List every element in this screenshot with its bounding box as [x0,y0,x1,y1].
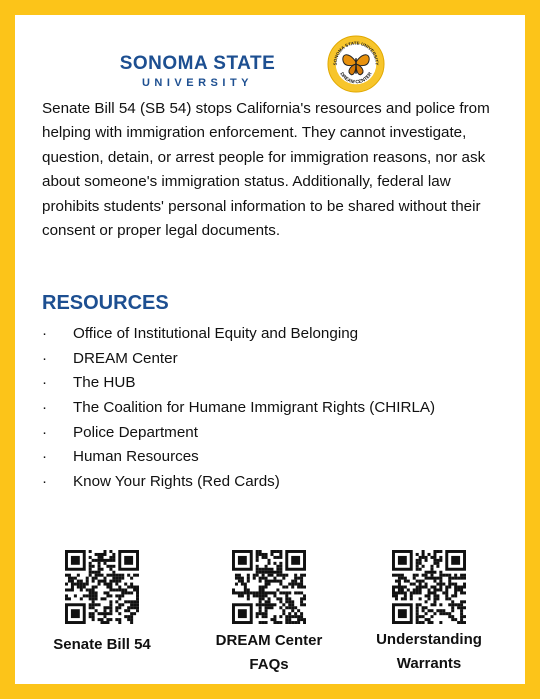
svg-text:SONOMA STATE UNIVERSITY: SONOMA STATE UNIVERSITY [332,40,380,66]
qr-code-senate-bill-54[interactable] [65,550,139,624]
qr-label-line: DREAM Center [215,632,323,649]
resource-label: The HUB [73,374,136,392]
bullet: · [42,374,48,392]
bullet: · [42,325,48,342]
qr-label-understanding-warrants [362,628,496,676]
bullet: · [42,423,48,441]
list-item [42,371,512,396]
list-item [42,421,512,446]
resource-label: The Coalition for Humane Immigrant Rights (CHIRLA) [73,399,436,417]
university-name: SONOMA STATE [119,53,276,74]
bullet: · [42,399,48,417]
resources-heading: RESOURCES [42,292,169,314]
svg-text:DREAM CENTER: DREAM CENTER [338,71,374,86]
list-item [42,322,512,347]
flyer-header [15,35,525,95]
resource-label: Office of Institutional Equity and Belonging [73,325,359,342]
qr-label-line: Warrants [396,655,462,672]
bullet: · [42,473,48,491]
dream-center-butterfly-logo [327,35,385,93]
sb54-description: Senate Bill 54 (SB 54) stops California's resources and police from helping with immigration enforcement. They cannot investigate, question, detain, or arrest people for immigration reasons, nor ask about someone's immigration status. Additionally, federal law prohibits students' personal information to be shared without their consent or proper legal documents. [42,100,490,240]
sonoma-state-logo [115,53,280,91]
bullet: · [42,349,48,367]
resource-label: DREAM Center [73,349,178,367]
qr-label-line: Understanding [376,631,482,648]
resource-label: Know Your Rights (Red Cards) [73,473,280,491]
qr-code-understanding-warrants[interactable] [392,550,466,624]
resource-label: Human Resources [73,448,199,466]
bullet: · [42,448,48,466]
list-item [42,396,512,421]
qr-label-line: FAQs [249,656,289,673]
list-item [42,470,512,495]
list-item [42,445,512,470]
resources-list [42,322,512,495]
qr-label-line: Senate Bill 54 [53,636,151,653]
university-subtitle: UNIVERSITY [141,77,253,89]
qr-label-dream-center-faqs [202,629,336,677]
list-item [42,347,512,372]
qr-label-senate-bill-54 [35,633,169,657]
qr-code-dream-center-faqs[interactable] [232,550,306,624]
flyer-card [15,15,525,684]
resource-label: Police Department [73,423,198,441]
